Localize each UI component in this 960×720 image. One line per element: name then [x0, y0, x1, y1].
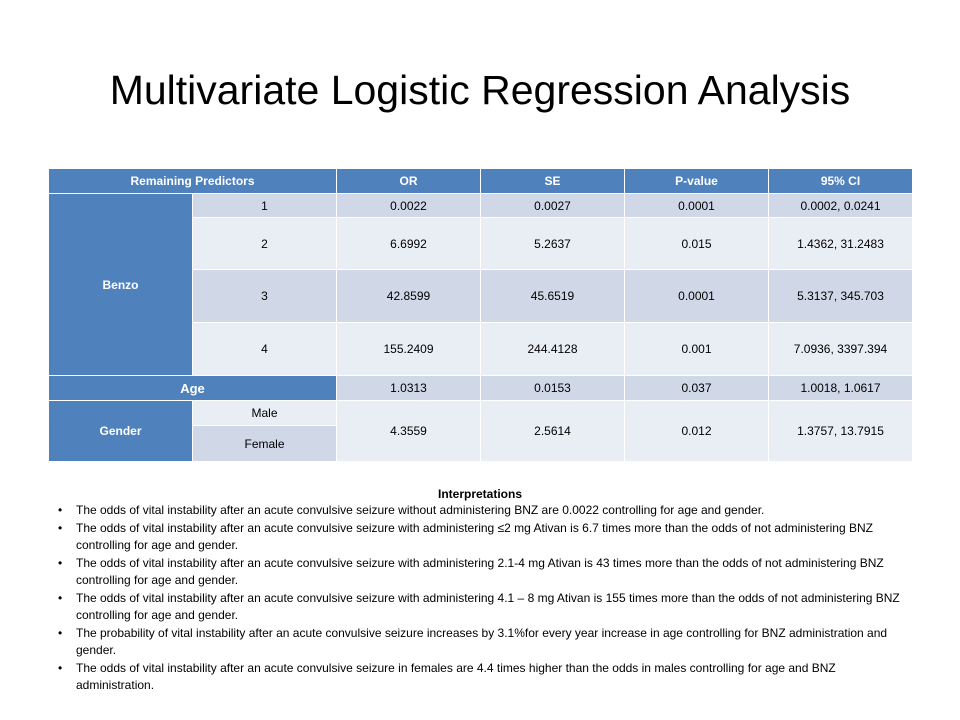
cell-or: 155.2409 — [337, 323, 481, 376]
cell-p: 0.037 — [625, 376, 769, 401]
interpretation-text: The odds of vital instability after an acute convulsive seizure with administering 4.1 – 8 mg Ativan is 155 times more than the odds of not administering BNZ controlling for age and gender. — [76, 590, 900, 622]
cell-ci: 1.4362, 31.2483 — [769, 218, 913, 270]
cell-ci: 1.0018, 1.0617 — [769, 376, 913, 401]
cell-ci: 0.0002, 0.0241 — [769, 194, 913, 218]
list-item — [58, 660, 908, 695]
regression-table — [48, 168, 913, 462]
benzo-level: 3 — [193, 270, 337, 323]
benzo-label: Benzo — [49, 194, 193, 376]
gender-label: Gender — [49, 401, 193, 462]
interpretation-text: The odds of vital instability after an acute convulsive seizure with administering ≤2 mg Ativan is 6.7 times more than the odds of not administering BNZ controlling for age and gender. — [76, 520, 873, 552]
cell-p: 0.012 — [625, 401, 769, 462]
interpretation-text: The odds of vital instability after an acute convulsive seizure in females are 4.4 times higher than the odds in males controlling for age and BNZ administration. — [76, 660, 836, 692]
cell-p: 0.0001 — [625, 194, 769, 218]
cell-se: 2.5614 — [481, 401, 625, 462]
interpretation-text: The odds of vital instability after an acute convulsive seizure with administering 2.1-4 mg Ativan is 43 times more than the odds of not administering BNZ controlling for age and gender. — [76, 555, 884, 587]
benzo-level: 1 — [193, 194, 337, 218]
slide-title: Multivariate Logistic Regression Analysis — [109, 67, 851, 113]
list-item — [58, 555, 908, 590]
table-header-row — [49, 169, 913, 194]
age-label: Age — [49, 376, 337, 401]
bullet-icon: • — [58, 625, 63, 640]
header-ci: 95% CI — [769, 169, 913, 194]
cell-ci: 5.3137, 345.703 — [769, 270, 913, 323]
benzo-level: 4 — [193, 323, 337, 376]
list-item — [58, 590, 908, 625]
cell-p: 0.015 — [625, 218, 769, 270]
bullet-icon: • — [58, 520, 63, 535]
table-row — [49, 376, 913, 401]
interpretations-list — [58, 502, 908, 695]
list-item — [58, 520, 908, 555]
cell-or: 4.3559 — [337, 401, 481, 462]
cell-p: 0.0001 — [625, 270, 769, 323]
cell-se: 5.2637 — [481, 218, 625, 270]
cell-se: 45.6519 — [481, 270, 625, 323]
gender-female: Female — [193, 426, 337, 462]
header-or: OR — [337, 169, 481, 194]
cell-or: 42.8599 — [337, 270, 481, 323]
interpretation-text: The odds of vital instability after an acute convulsive seizure without administering BNZ are 0.0022 controlling for age and gender. — [76, 503, 765, 517]
interpretation-text: The probability of vital instability after an acute convulsive seizure increases by 3.1%for every year increase in age controlling for BNZ administration and gender. — [76, 625, 888, 657]
cell-se: 0.0027 — [481, 194, 625, 218]
benzo-level: 2 — [193, 218, 337, 270]
cell-or: 6.6992 — [337, 218, 481, 270]
table-row — [49, 194, 913, 218]
cell-p: 0.001 — [625, 323, 769, 376]
bullet-icon: • — [58, 503, 63, 517]
cell-ci: 1.3757, 13.7915 — [769, 401, 913, 462]
bullet-icon: • — [58, 555, 63, 570]
table-row — [49, 401, 913, 426]
gender-male: Male — [193, 401, 337, 426]
cell-se: 244.4128 — [481, 323, 625, 376]
cell-or: 0.0022 — [337, 194, 481, 218]
header-pvalue: P-value — [625, 169, 769, 194]
bullet-icon: • — [58, 660, 63, 675]
header-se: SE — [481, 169, 625, 194]
list-item — [58, 625, 908, 660]
cell-ci: 7.0936, 3397.394 — [769, 323, 913, 376]
cell-se: 0.0153 — [481, 376, 625, 401]
cell-or: 1.0313 — [337, 376, 481, 401]
header-predictors: Remaining Predictors — [49, 169, 337, 194]
interpretations-title: Interpretations — [437, 487, 522, 501]
list-item — [58, 502, 908, 520]
bullet-icon: • — [58, 590, 63, 605]
